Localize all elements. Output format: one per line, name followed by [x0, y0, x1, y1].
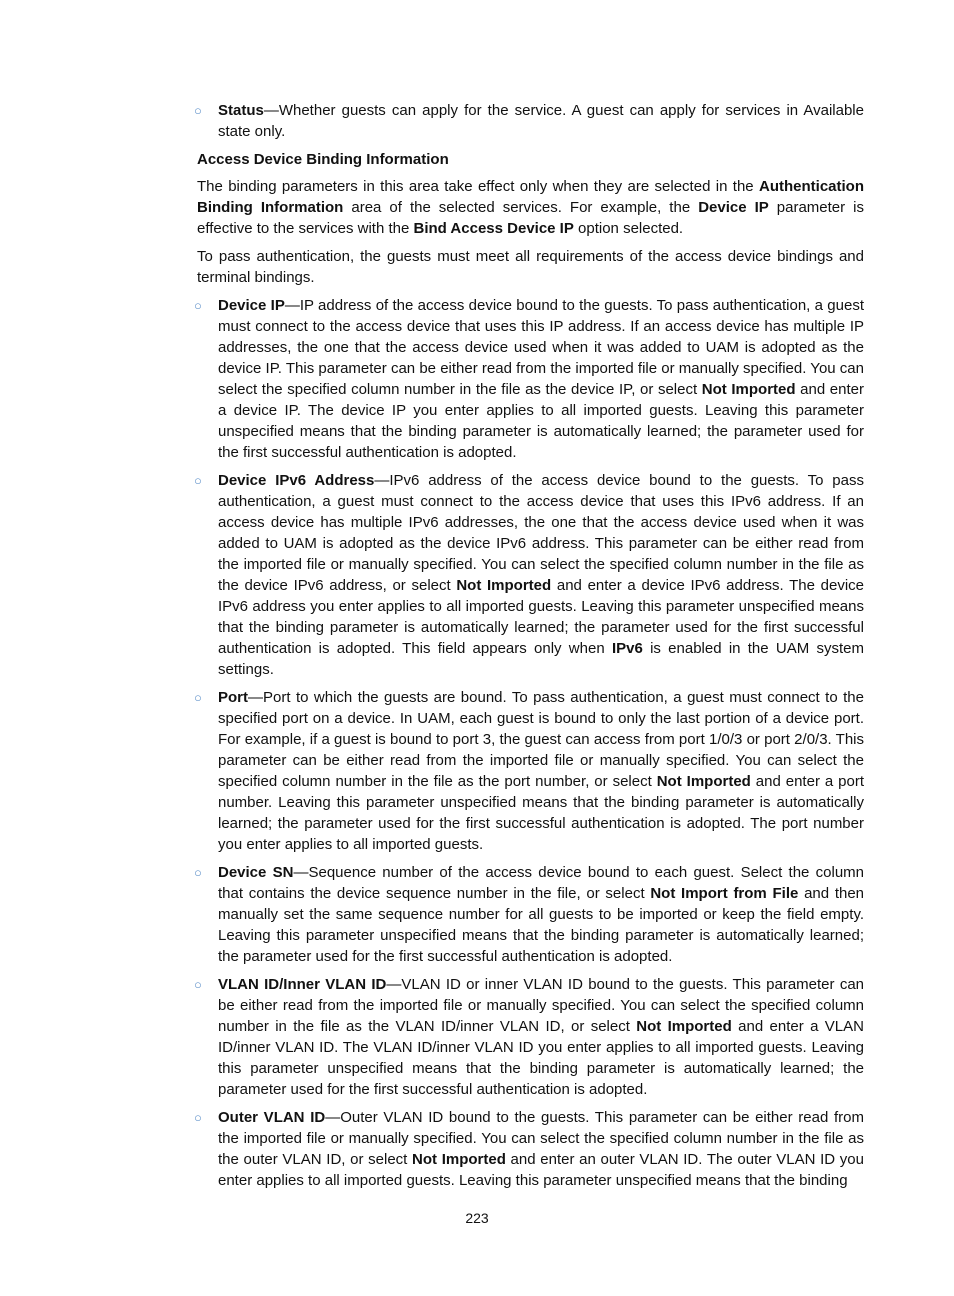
vlan-id-text-2: and enter a VLAN ID/inner VLAN ID. The VLAN ID/inner VLAN ID you enter applies to all imported guests. Leaving this parameter unspecified means that the binding parameter is automatically learned; the parameter used for the first successful authentication is adopted. [218, 1018, 864, 1098]
outer-vlan-text-2: and enter an outer VLAN ID. The outer VLAN ID you enter applies to all imported guests. Leaving this parameter unspecified means that the binding [218, 1151, 864, 1189]
device-ipv6-bold-1: Not Imported [456, 577, 552, 594]
intro-text-3: parameter is effective to the services with the [197, 199, 864, 237]
term-device-sn: Device SN [218, 864, 294, 881]
vlan-id-text-1: —VLAN ID or inner VLAN ID bound to the guests. This parameter can be either read from the imported file or manually specified. You can select the specified column number in the file as the VLAN ID/inner VLAN ID, or select [218, 976, 864, 1035]
term-device-ip: Device IP [218, 297, 285, 314]
term-device-ipv6: Device IPv6 Address [218, 472, 375, 489]
intro-bold-1: Authentication Binding Information [197, 178, 864, 216]
device-sn-text-2: and then manually set the same sequence number for all guests to be imported or keep the field empty. Leaving this parameter unspecified means that the binding parameter is automatically learned; the parameter used for the first successful authentication is adopted. [218, 885, 865, 965]
outer-vlan-text-1: —Outer VLAN ID bound to the guests. This parameter can be either read from the imported file or manually specified. You can select the specified column number in the file as the outer VLAN ID, or select [218, 1109, 864, 1168]
section-heading: Access Device Binding Information [197, 151, 449, 168]
list-item-vlan-id [194, 974, 864, 1100]
bullet-icon: ○ [194, 473, 202, 488]
list-item-status [194, 100, 864, 142]
bullet-icon: ○ [194, 1110, 202, 1125]
intro-text-1: The binding parameters in this area take effect only when they are selected in the [197, 178, 759, 195]
port-text-2: and enter a port number. Leaving this parameter unspecified means that the binding parameter is automatically learned; the parameter used for the first successful authentication is adopted. The port number you enter applies to all imported guests. [218, 773, 865, 853]
port-text-1: —Port to which the guests are bound. To pass authentication, a guest must connect to the specified port on a device. In UAM, each guest is bound to only the last portion of a device port. For example, if a guest is bound to port 3, the guest can access from port 1/0/3 or port 2/0/3. This parameter can be either read from the imported file or manually specified. You can select the specified column number in the file as the port number, or select [218, 689, 864, 790]
intro-paragraph [197, 176, 864, 239]
device-sn-text-1: —Sequence number of the access device bound to each guest. Select the column that contains the device sequence number in the file, or select [218, 864, 865, 902]
device-ip-bold-1: Not Imported [701, 381, 796, 398]
term-outer-vlan-id: Outer VLAN ID [218, 1109, 326, 1126]
list-item-device-sn [194, 862, 865, 967]
list-item-outer-vlan-id [194, 1107, 864, 1191]
bullet-icon: ○ [194, 298, 202, 313]
bullet-icon: ○ [194, 977, 202, 992]
outer-vlan-bold-1: Not Imported [412, 1151, 506, 1168]
device-ip-text-1: —IP address of the access device bound to the guests. To pass authentication, a guest must connect to the access device that uses this IP address. If an access device has multiple IP addresses, the one that the access device used when it was added to UAM is adopted as the device IP. This parameter can be either read from the imported file or manually specified. You can select the specified column number in the file as the device IP, or select [218, 297, 864, 398]
device-ip-text-2: and enter a device IP. The device IP you enter applies to all imported guests. Leaving this parameter unspecified means that the binding parameter is automatically learned; the parameter used for the first successful authentication is adopted. [218, 381, 864, 461]
vlan-id-bold-1: Not Imported [636, 1018, 732, 1035]
list-item-device-ipv6 [194, 470, 864, 680]
bullet-icon: ○ [194, 103, 202, 118]
status-description: —Whether guests can apply for the service. A guest can apply for services in Available state only. [218, 102, 864, 140]
term-vlan-id: VLAN ID/Inner VLAN ID [218, 976, 387, 993]
device-ipv6-text-1: —IPv6 address of the access device bound to the guests. To pass authentication, a guest must connect to the access device that uses this IPv6 address. If an access device has multiple IPv6 addresses, the one that the access device used when it was added to UAM is adopted as the device IPv6 address. This parameter can be either read from the imported file or manually specified. You can select the specified column number in the file as the device IPv6 address, or select [218, 472, 864, 594]
term-port: Port [218, 689, 248, 706]
page-number: 223 [465, 1210, 489, 1226]
device-ipv6-text-3: is enabled in the UAM system settings. [218, 640, 864, 678]
intro-text-2: area of the selected services. For example, the [343, 199, 699, 216]
list-item-device-ip [194, 295, 864, 463]
intro-text-4: option selected. [573, 220, 684, 237]
bullet-icon: ○ [194, 865, 202, 880]
intro-bold-3: Bind Access Device IP [413, 220, 574, 237]
bullet-icon: ○ [194, 690, 202, 705]
device-ipv6-text-2: and enter a device IPv6 address. The device IPv6 address you enter applies to all imported guests. Leaving this parameter unspecified means that the binding parameter is automatically learned; the parameter used for the first successful authentication is adopted. This field appears only when [218, 577, 864, 657]
requirements-paragraph: To pass authentication, the guests must meet all requirements of the access device bindings and terminal bindings. [197, 248, 864, 286]
device-sn-bold-1: Not Import from File [650, 885, 799, 902]
term-status: Status [218, 102, 264, 119]
device-ipv6-bold-2: IPv6 [611, 640, 643, 657]
list-item-port [194, 687, 865, 855]
intro-bold-2: Device IP [698, 199, 769, 216]
port-bold-1: Not Imported [656, 773, 751, 790]
